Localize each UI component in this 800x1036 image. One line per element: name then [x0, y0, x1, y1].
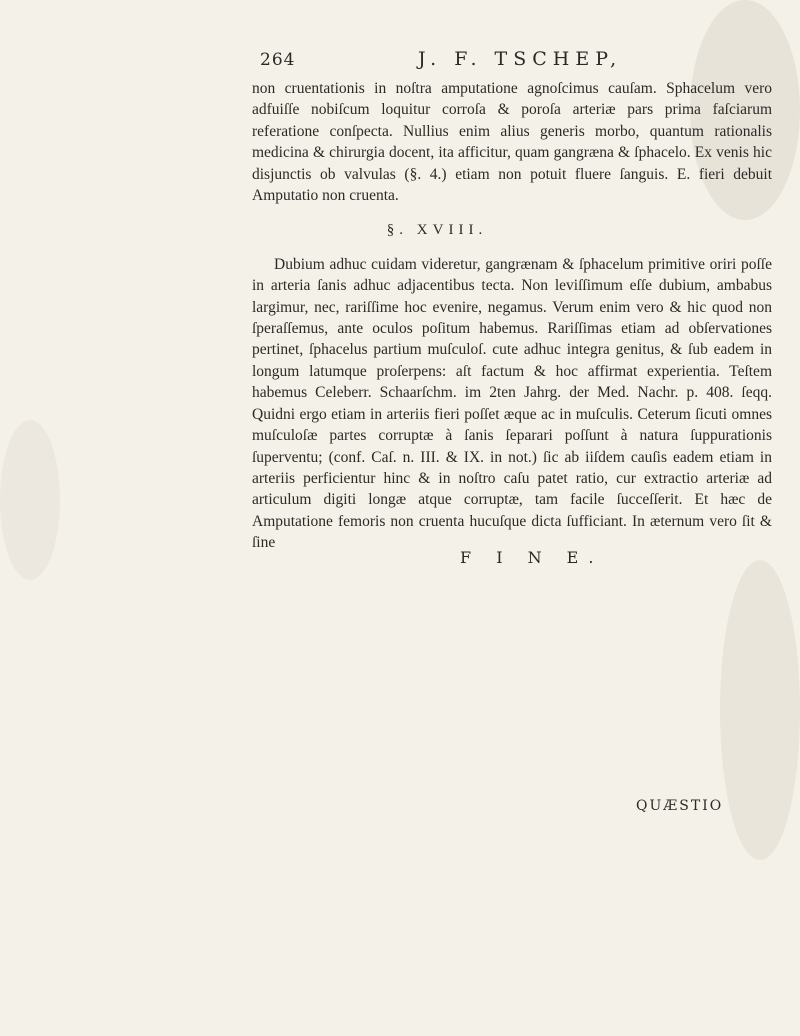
running-head: J. F. TSCHEP, — [418, 48, 623, 70]
paper-stain — [720, 560, 800, 860]
paragraph-2: Dubium adhuc cuidam videretur, gangrænam & ſphacelum primitive oriri poſſe in arteria ſanis adhuc adjacentibus tecta. Non leviſſimum eſſe dubium, ambabus largimur, nec, rariſſime hoc evenire, negamus. Verum enim vero & hic quod non ſperaſſemus, ante oculos poſitum habemus. Rariſſimas etiam ad obſervationes pertinet, ſphacelus partium muſculoſ. cute adhuc integra genitus, & ſub eadem in longum latumque proſerpens: aſt factum & hoc affirmat experientia. Teſtem habemus Celeberr. Schaarſchm. im 2ten Jahrg. der Med. Nachr. p. 408. ſeqq. Quidni ergo etiam in arteriis fieri poſſet æque ac in muſculis. Ceterum ſicuti omnes muſculoſæ partes corruptæ à ſanis ſeparari poſſunt à natura ſuppurationis ſuperventu; (conf. Caſ. n. III. & IX. in not.) ſic ab iiſdem cauſis eadem etiam in arteriis perficientur hinc & in noſtro caſu patet ratio, cur extractio arteriæ ad articulum digiti longæ atque corruptæ, tam facile ſucceſſerit. Et hæc de Amputatione femoris non cruenta hucuſque dicta ſufficiant. In æternum vero ſit & ſine — [252, 255, 772, 552]
page-header — [0, 44, 800, 76]
section-heading: §. XVIII. — [386, 222, 488, 239]
catchword: QUÆSTIO — [636, 798, 724, 814]
paper-stain — [0, 420, 60, 580]
page-number: 264 — [260, 50, 296, 70]
text-body — [252, 78, 772, 554]
paragraph-1: non cruentationis in noſtra amputatione agnoſcimus cauſam. Sphacelum vero adfuiſſe nobiſcum loquitur corroſa & poroſa arteriæ pars prima faſciarum referatione conſpecta. Nullius enim alius generis morbo, quantum rationalis medicina & chirurgia docent, ita afficitur, quam gangræna & ſphacelo. Ex venis hic disjunctis ob valvulas (§. 4.) etiam non potuit fluere ſanguis. E. fieri debuit Amputatio non cruenta. — [252, 80, 772, 205]
closing-fine: F I N E. — [460, 548, 604, 567]
